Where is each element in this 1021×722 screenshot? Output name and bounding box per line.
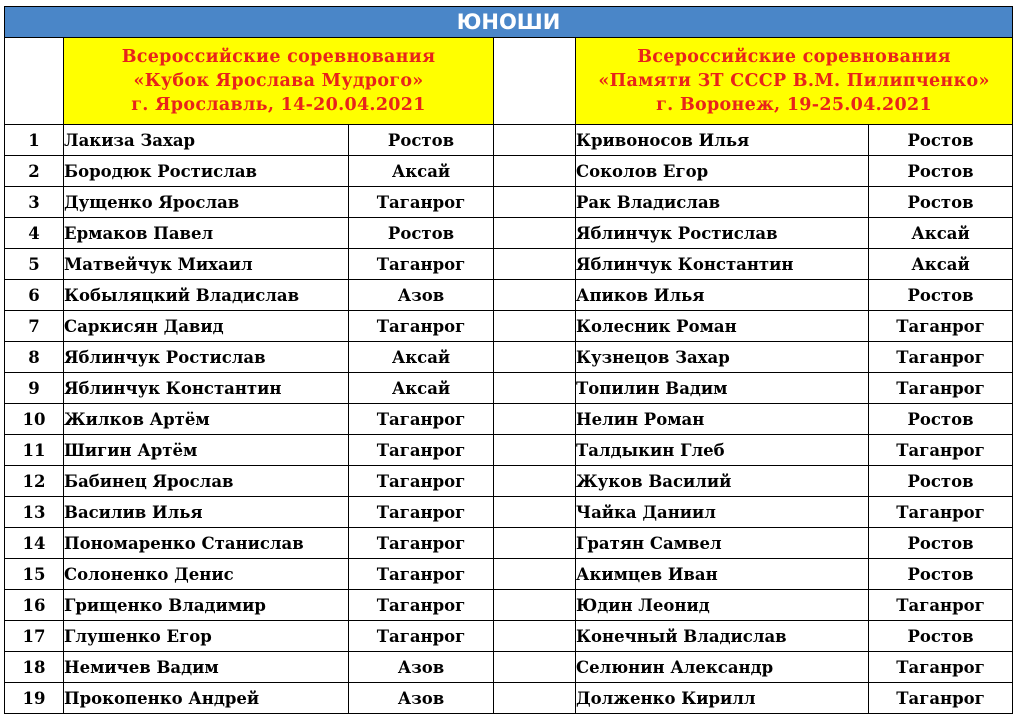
right-athlete-city: Ростов xyxy=(869,559,1013,590)
left-event-header xyxy=(64,38,494,125)
table-row xyxy=(5,404,1013,435)
right-event-line2: «Памяти ЗТ СССР В.М. Пилипченко» xyxy=(598,71,990,91)
right-athlete-city: Таганрог xyxy=(869,435,1013,466)
row-number: 12 xyxy=(5,466,64,497)
table-row xyxy=(5,621,1013,652)
row-gap-cell xyxy=(494,652,576,683)
right-athlete-name: Рак Владислав xyxy=(576,187,869,218)
row-gap-cell xyxy=(494,497,576,528)
left-athlete-city: Таганрог xyxy=(349,435,494,466)
row-gap-cell xyxy=(494,311,576,342)
right-athlete-city: Ростов xyxy=(869,187,1013,218)
right-athlete-city: Таганрог xyxy=(869,590,1013,621)
left-athlete-city: Таганрог xyxy=(349,311,494,342)
right-athlete-name: Жуков Василий xyxy=(576,466,869,497)
right-athlete-city: Ростов xyxy=(869,280,1013,311)
right-event-header xyxy=(576,38,1013,125)
row-gap-cell xyxy=(494,590,576,621)
left-athlete-city: Ростов xyxy=(349,125,494,156)
right-athlete-name: Топилин Вадим xyxy=(576,373,869,404)
row-gap-cell xyxy=(494,373,576,404)
title-row xyxy=(5,7,1013,38)
header-row xyxy=(5,38,1013,125)
row-number: 7 xyxy=(5,311,64,342)
left-athlete-city: Таганрог xyxy=(349,621,494,652)
left-athlete-city: Таганрог xyxy=(349,559,494,590)
table-row xyxy=(5,466,1013,497)
right-athlete-name: Кривоносов Илья xyxy=(576,125,869,156)
left-athlete-name: Яблинчук Ростислав xyxy=(64,342,349,373)
row-gap-cell xyxy=(494,125,576,156)
left-athlete-city: Таганрог xyxy=(349,187,494,218)
left-event-line1: Всероссийские соревнования xyxy=(121,47,436,67)
left-athlete-name: Саркисян Давид xyxy=(64,311,349,342)
row-number: 17 xyxy=(5,621,64,652)
left-event-line2: «Кубок Ярослава Мудрого» xyxy=(133,71,424,91)
left-athlete-city: Таганрог xyxy=(349,497,494,528)
row-gap-cell xyxy=(494,559,576,590)
row-gap-cell xyxy=(494,528,576,559)
right-athlete-name: Кузнецов Захар xyxy=(576,342,869,373)
right-athlete-city: Ростов xyxy=(869,125,1013,156)
table-row xyxy=(5,342,1013,373)
left-athlete-city: Таганрог xyxy=(349,528,494,559)
left-athlete-name: Солоненко Денис xyxy=(64,559,349,590)
row-gap-cell xyxy=(494,249,576,280)
left-athlete-name: Бородюк Ростислав xyxy=(64,156,349,187)
table-row xyxy=(5,125,1013,156)
right-athlete-city: Аксай xyxy=(869,218,1013,249)
row-gap-cell xyxy=(494,404,576,435)
table-row xyxy=(5,280,1013,311)
row-gap-cell xyxy=(494,342,576,373)
results-table xyxy=(4,6,1013,714)
left-athlete-name: Дущенко Ярослав xyxy=(64,187,349,218)
left-athlete-name: Глушенко Егор xyxy=(64,621,349,652)
left-athlete-city: Таганрог xyxy=(349,249,494,280)
table-title: ЮНОШИ xyxy=(5,7,1013,38)
right-athlete-name: Селюнин Александр xyxy=(576,652,869,683)
row-gap-cell xyxy=(494,466,576,497)
table-row xyxy=(5,683,1013,714)
row-number: 16 xyxy=(5,590,64,621)
table-row xyxy=(5,497,1013,528)
table-row xyxy=(5,373,1013,404)
left-athlete-city: Азов xyxy=(349,652,494,683)
right-athlete-name: Чайка Даниил xyxy=(576,497,869,528)
row-number: 5 xyxy=(5,249,64,280)
row-number: 13 xyxy=(5,497,64,528)
row-number: 10 xyxy=(5,404,64,435)
right-athlete-city: Ростов xyxy=(869,404,1013,435)
right-athlete-city: Ростов xyxy=(869,621,1013,652)
right-athlete-city: Таганрог xyxy=(869,342,1013,373)
rows-body xyxy=(5,125,1013,714)
row-gap-cell xyxy=(494,187,576,218)
left-athlete-city: Ростов xyxy=(349,218,494,249)
table-row xyxy=(5,559,1013,590)
right-athlete-city: Таганрог xyxy=(869,497,1013,528)
right-athlete-name: Яблинчук Константин xyxy=(576,249,869,280)
table-row xyxy=(5,311,1013,342)
right-athlete-city: Таганрог xyxy=(869,311,1013,342)
right-athlete-city: Ростов xyxy=(869,528,1013,559)
table-row xyxy=(5,218,1013,249)
header-empty-cell xyxy=(5,38,64,125)
left-athlete-name: Василив Илья xyxy=(64,497,349,528)
left-athlete-name: Матвейчук Михаил xyxy=(64,249,349,280)
table-row xyxy=(5,249,1013,280)
right-athlete-city: Ростов xyxy=(869,466,1013,497)
left-athlete-name: Немичев Вадим xyxy=(64,652,349,683)
right-athlete-city: Таганрог xyxy=(869,683,1013,714)
right-athlete-name: Соколов Егор xyxy=(576,156,869,187)
row-number: 19 xyxy=(5,683,64,714)
left-event-line3: г. Ярославль, 14-20.04.2021 xyxy=(131,95,426,115)
left-athlete-name: Прокопенко Андрей xyxy=(64,683,349,714)
right-athlete-name: Яблинчук Ростислав xyxy=(576,218,869,249)
left-athlete-name: Шигин Артём xyxy=(64,435,349,466)
left-athlete-city: Аксай xyxy=(349,342,494,373)
left-athlete-city: Таганрог xyxy=(349,590,494,621)
row-number: 8 xyxy=(5,342,64,373)
row-number: 6 xyxy=(5,280,64,311)
left-athlete-name: Жилков Артём xyxy=(64,404,349,435)
row-gap-cell xyxy=(494,218,576,249)
table-row xyxy=(5,187,1013,218)
right-athlete-name: Талдыкин Глеб xyxy=(576,435,869,466)
left-athlete-name: Пономаренко Станислав xyxy=(64,528,349,559)
left-athlete-name: Лакиза Захар xyxy=(64,125,349,156)
right-athlete-name: Конечный Владислав xyxy=(576,621,869,652)
row-number: 11 xyxy=(5,435,64,466)
left-athlete-city: Азов xyxy=(349,280,494,311)
left-athlete-name: Грищенко Владимир xyxy=(64,590,349,621)
left-athlete-name: Кобыляцкий Владислав xyxy=(64,280,349,311)
right-athlete-name: Нелин Роман xyxy=(576,404,869,435)
right-athlete-city: Таганрог xyxy=(869,652,1013,683)
left-athlete-name: Ермаков Павел xyxy=(64,218,349,249)
row-number: 2 xyxy=(5,156,64,187)
table-row xyxy=(5,652,1013,683)
table-row xyxy=(5,590,1013,621)
right-event-line1: Всероссийские соревнования xyxy=(637,47,951,67)
row-gap-cell xyxy=(494,621,576,652)
right-event-line3: г. Воронеж, 19-25.04.2021 xyxy=(656,95,932,115)
right-athlete-name: Акимцев Иван xyxy=(576,559,869,590)
row-gap-cell xyxy=(494,683,576,714)
row-number: 1 xyxy=(5,125,64,156)
row-number: 14 xyxy=(5,528,64,559)
right-athlete-name: Юдин Леонид xyxy=(576,590,869,621)
left-athlete-city: Таганрог xyxy=(349,404,494,435)
right-athlete-city: Ростов xyxy=(869,156,1013,187)
left-athlete-name: Яблинчук Константин xyxy=(64,373,349,404)
row-number: 9 xyxy=(5,373,64,404)
right-athlete-city: Аксай xyxy=(869,249,1013,280)
table-row xyxy=(5,156,1013,187)
row-gap-cell xyxy=(494,435,576,466)
right-athlete-name: Апиков Илья xyxy=(576,280,869,311)
table-row xyxy=(5,435,1013,466)
left-athlete-city: Аксай xyxy=(349,156,494,187)
row-number: 3 xyxy=(5,187,64,218)
row-number: 4 xyxy=(5,218,64,249)
right-athlete-city: Таганрог xyxy=(869,373,1013,404)
right-athlete-name: Колесник Роман xyxy=(576,311,869,342)
right-athlete-name: Долженко Кирилл xyxy=(576,683,869,714)
left-athlete-city: Аксай xyxy=(349,373,494,404)
row-number: 15 xyxy=(5,559,64,590)
table-row xyxy=(5,528,1013,559)
row-gap-cell xyxy=(494,156,576,187)
header-gap-cell xyxy=(494,38,576,125)
row-gap-cell xyxy=(494,280,576,311)
left-athlete-city: Азов xyxy=(349,683,494,714)
left-athlete-name: Бабинец Ярослав xyxy=(64,466,349,497)
left-athlete-city: Таганрог xyxy=(349,466,494,497)
right-athlete-name: Гратян Самвел xyxy=(576,528,869,559)
row-number: 18 xyxy=(5,652,64,683)
